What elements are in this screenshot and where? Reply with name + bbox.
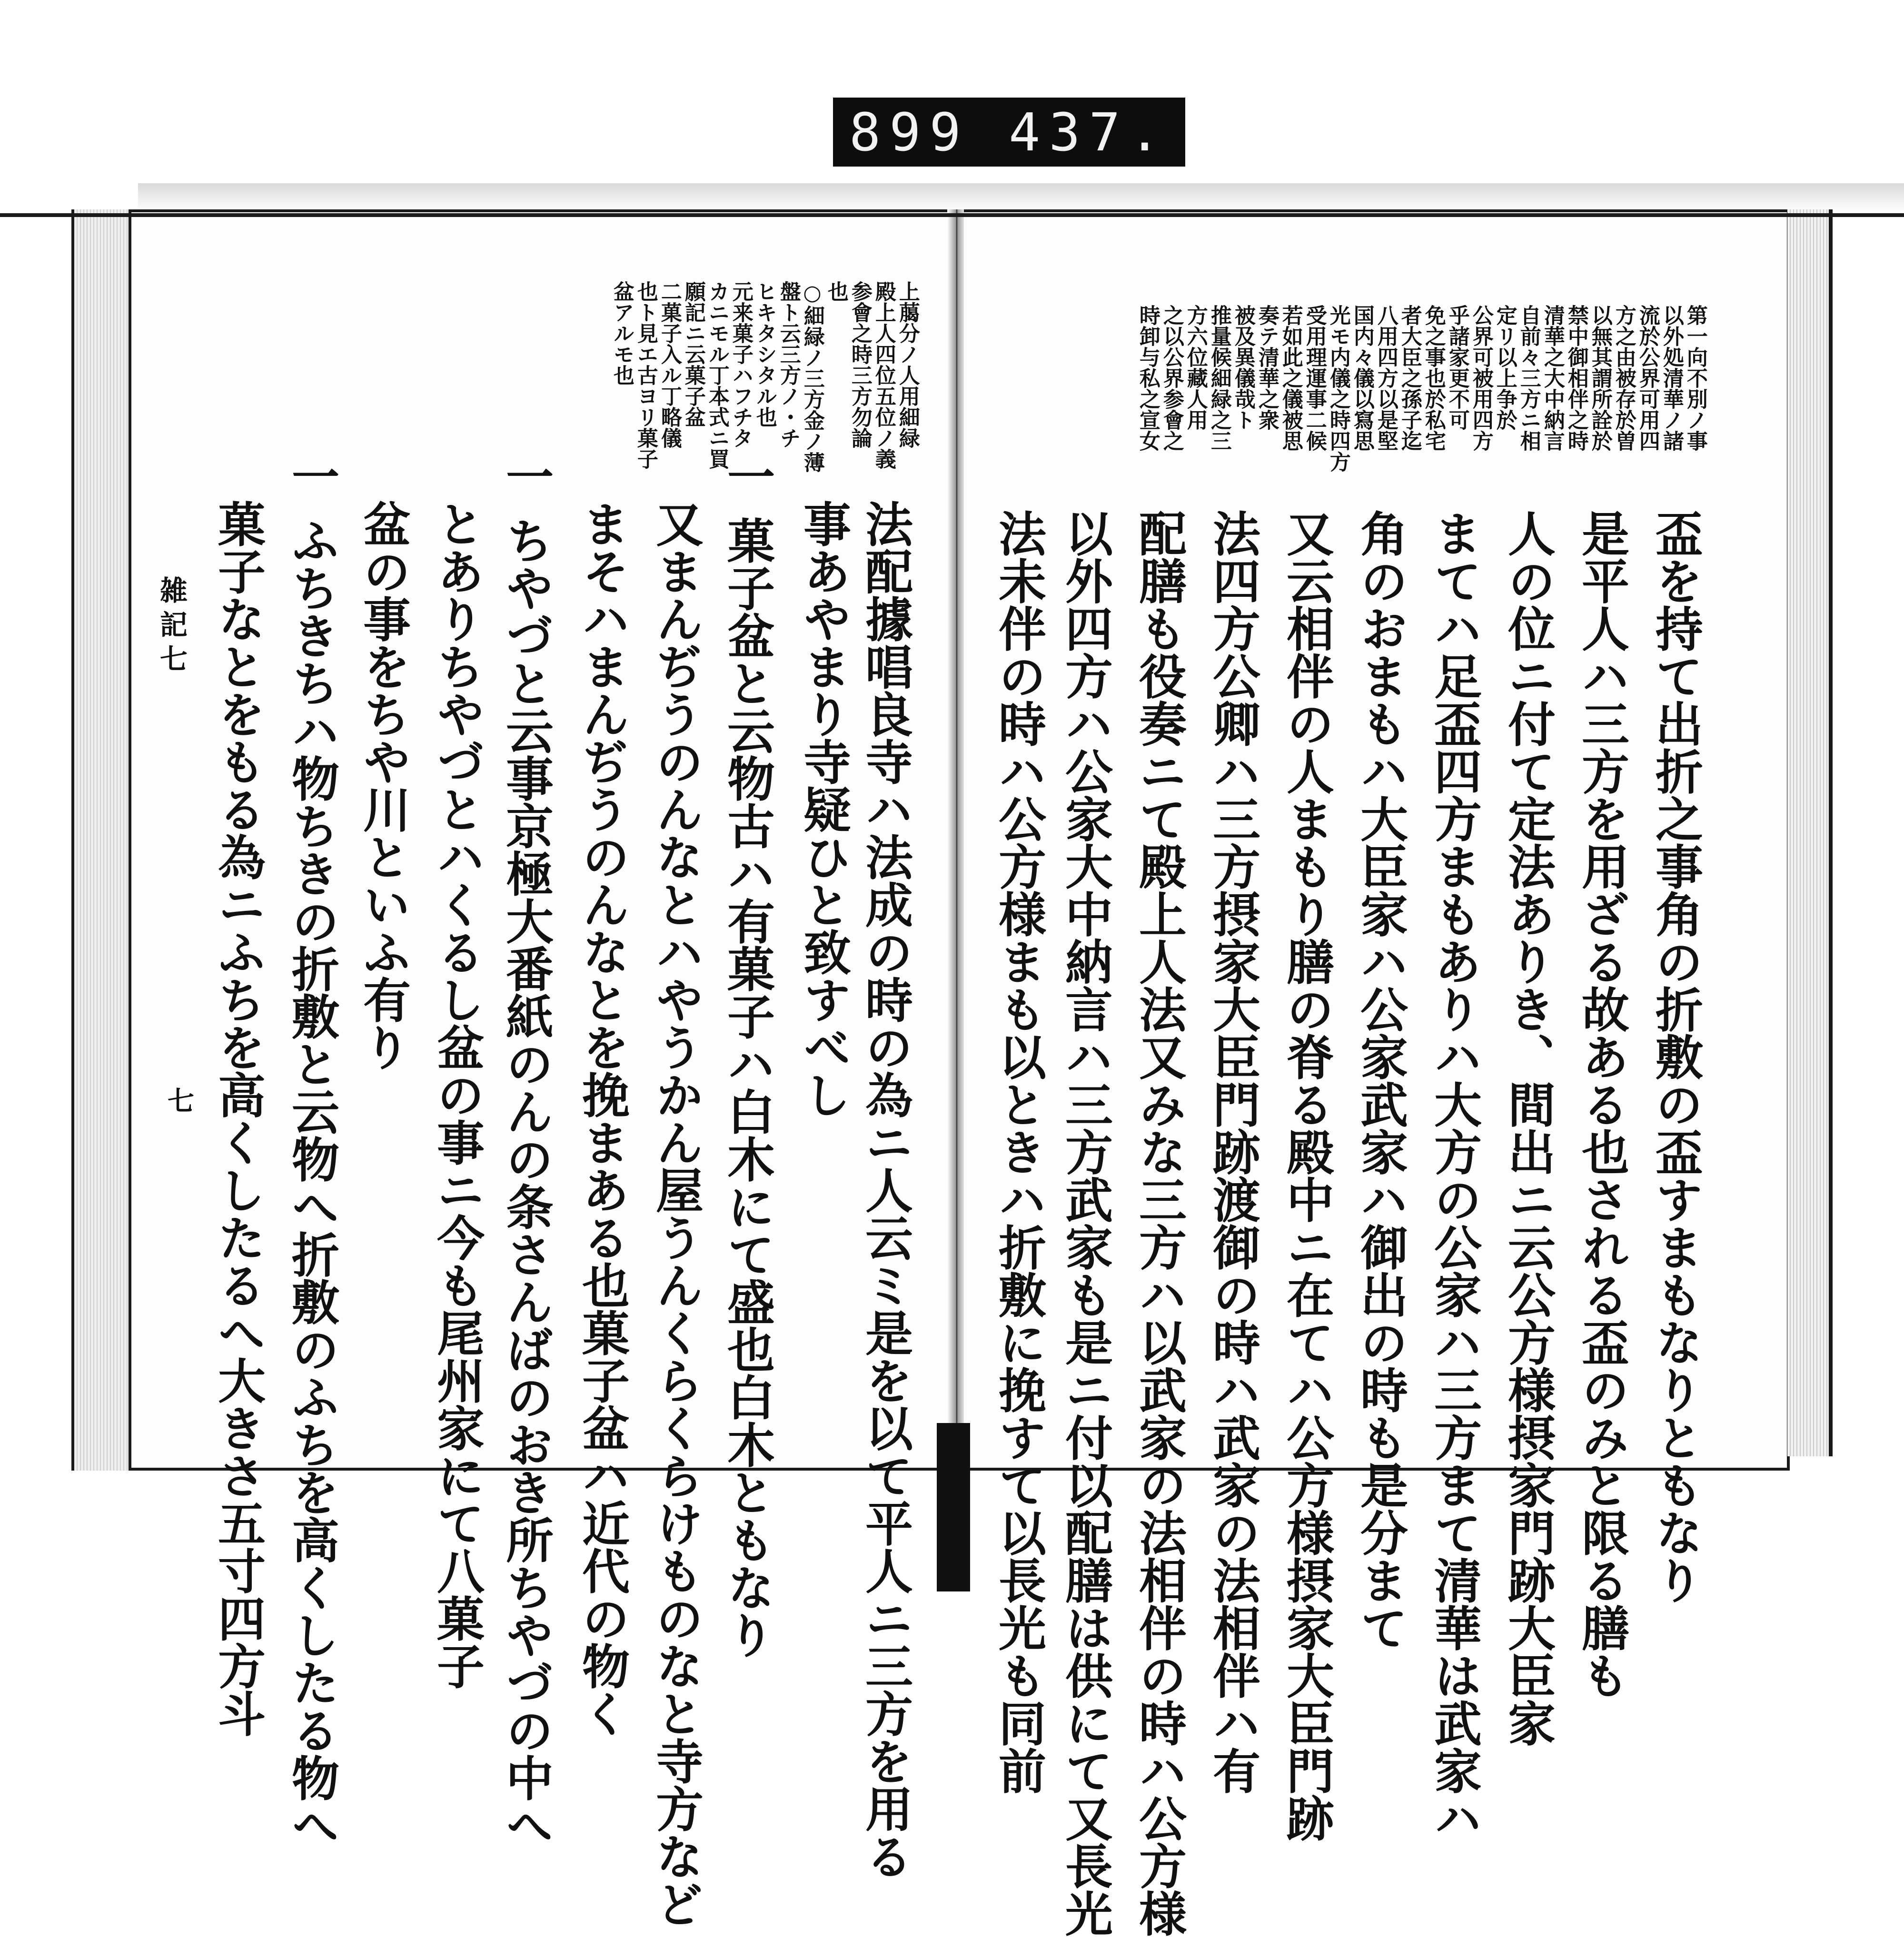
- right-note-col: 以外処清華ノ諸: [1659, 305, 1684, 451]
- left-note-col: 二菓子入ル丁略儀: [657, 281, 682, 448]
- left-body-line: 事あやまり寺疑ひと致すべし: [795, 500, 852, 1118]
- left-note-col: ○細緑ノ三方金ノ薄: [800, 281, 824, 473]
- right-note-col: 清華之大中納言: [1540, 305, 1565, 451]
- left-body-line: とありちやづとハくるし盆の事ニ今も尾州家にて八菓子: [429, 500, 485, 1690]
- right-body-line: まてハ足盃四方まもありハ大方の公家ハ三方まて清華は武家ハ: [1426, 509, 1482, 1842]
- left-body-line: まそハまんぢうのんなとを挽まある也菓子盆ハ近代の物く: [574, 500, 630, 1737]
- left-page-edges: [71, 209, 129, 1471]
- right-note-col: 自前々三方ニ相: [1516, 305, 1541, 451]
- right-note-col: 方之由被存於曽: [1611, 305, 1636, 451]
- right-note-col: 乎諸家更不可: [1445, 305, 1469, 430]
- right-body-line: 配膳も役奏ニて殿上人法又みな三方ハ以武家の法相伴の時ハ公方様: [1131, 509, 1187, 1937]
- left-body-line: 又まんぢうのんなとハやうかん屋うんくらくらけものなと寺方など: [648, 500, 704, 1927]
- book-spine: [937, 1423, 970, 1591]
- frame-number-label: [833, 98, 1185, 167]
- left-body-line: 一 ちやづと云事京極大番紙のんの条さんばのおき所ちやづの中へ: [498, 452, 554, 1849]
- right-note-col: 受用理運事二候: [1302, 305, 1327, 451]
- left-note-col: 盤ト云三方ノ・チ: [776, 281, 801, 448]
- frame-number-left: 899: [849, 101, 970, 163]
- right-note-col: 若如此之儀被思: [1278, 305, 1303, 451]
- right-note-col: 以無其謂所詮於: [1587, 305, 1612, 451]
- right-note-col: 者大臣之孫子迄: [1397, 305, 1422, 451]
- right-note-col: 国内々儀以寫思: [1349, 305, 1374, 451]
- running-title: 雑記七: [155, 576, 188, 679]
- page-number: 七: [168, 1086, 194, 1117]
- right-page-edges: [1787, 209, 1833, 1456]
- right-body-line: 法四方公卿ハ三方摂家大臣門跡渡御の時ハ武家の法相伴ハ有: [1205, 509, 1261, 1794]
- right-body-line: 人の位ニ付て定法ありき、間出ニ云公方様摂家門跡大臣家: [1500, 509, 1556, 1747]
- left-body-line: 一 菓子盆と云物古ハ有菓子ハ白木にて盛也白木ともなり: [719, 452, 775, 1659]
- left-note-col: 盆アルモ也: [609, 281, 634, 385]
- right-note-col: 奏テ清華之衆: [1254, 305, 1279, 430]
- left-note-col: 殿上人四位五位ノ義: [871, 281, 896, 469]
- left-body-line: 法配據唱良寺ハ法成の時の為ニ人云ミ是を以て平人ニ三方を用る: [857, 500, 913, 1880]
- right-note-col: 禁中御相伴之時: [1564, 305, 1588, 451]
- left-note-col: ヒキタシタル也: [752, 281, 777, 427]
- right-note-col: 免之事也於私宅: [1421, 305, 1446, 451]
- left-note-col: カニモル丁本式ニ買: [704, 281, 729, 469]
- left-note-col: 也ト見エ古ヨリ菓子: [633, 281, 658, 469]
- book-top-shadow: [138, 183, 1904, 212]
- right-body-line: 角のおまもハ大臣家ハ公家武家ハ御出の時も是分まて: [1352, 509, 1408, 1651]
- left-body-line: 一 ふちきちハ物ちきの折敷と云物へ折敷のふちを高くしたる物へ: [284, 452, 340, 1849]
- left-note-col: 元来菓子ハフチタ: [728, 281, 753, 448]
- right-note-col: 時卸与私之宣女: [1135, 305, 1160, 451]
- right-note-col: 公界可被用四方: [1468, 305, 1493, 451]
- left-note-col: 願記ニ云菓子盆: [681, 281, 705, 427]
- frame-number-right: 437.: [1009, 101, 1169, 163]
- book-top-edge: [0, 213, 1904, 217]
- right-note-col: 被及異儀哉ト: [1230, 305, 1255, 430]
- right-note-col: 八用四方以是堅: [1373, 305, 1398, 451]
- right-note-col: 之以公界参會之: [1159, 305, 1184, 451]
- right-note-col: 定リ以上争於: [1492, 305, 1517, 430]
- right-body-line: 又云相伴の人まもり膳の脊る殿中ニ在てハ公方様摂家大臣門跡: [1279, 509, 1335, 1842]
- left-body-line: 菓子なとをもる為ニふちを高くしたるへ大きさ五寸四方斗: [210, 500, 266, 1737]
- right-note-col: 第一向不別ノ事: [1683, 305, 1707, 451]
- right-note-col: 推量候細緑之三: [1207, 305, 1231, 451]
- left-body-line: 盆の事をちや川といふ有り: [355, 500, 411, 1071]
- right-note-col: 光モ内儀之時四方: [1326, 305, 1350, 472]
- right-body-line: 盃を持て出折之事角の折敷の盃すまもなりともなり: [1647, 509, 1704, 1604]
- right-note-col: 方六位藏人用: [1183, 305, 1208, 430]
- right-body-line: 法未伴の時ハ公方様まも以ときハ折敷に挽すて以長光も同前: [991, 509, 1047, 1794]
- left-note-col: 参會之時三方勿論: [847, 281, 872, 448]
- left-note-col: 也: [823, 281, 848, 302]
- right-body-line: 以外四方ハ公家大中納言ハ三方武家も是ニ付以配膳は供にて又長光: [1057, 509, 1113, 1937]
- right-body-line: 是平人ハ三方を用ざる故ある也される盃のみと限る膳も: [1574, 509, 1630, 1699]
- book-gutter: [947, 209, 966, 1447]
- right-note-col: 流於公界可用四: [1635, 305, 1660, 451]
- left-note-col: 上﨟分ノ人用細緑: [895, 281, 920, 448]
